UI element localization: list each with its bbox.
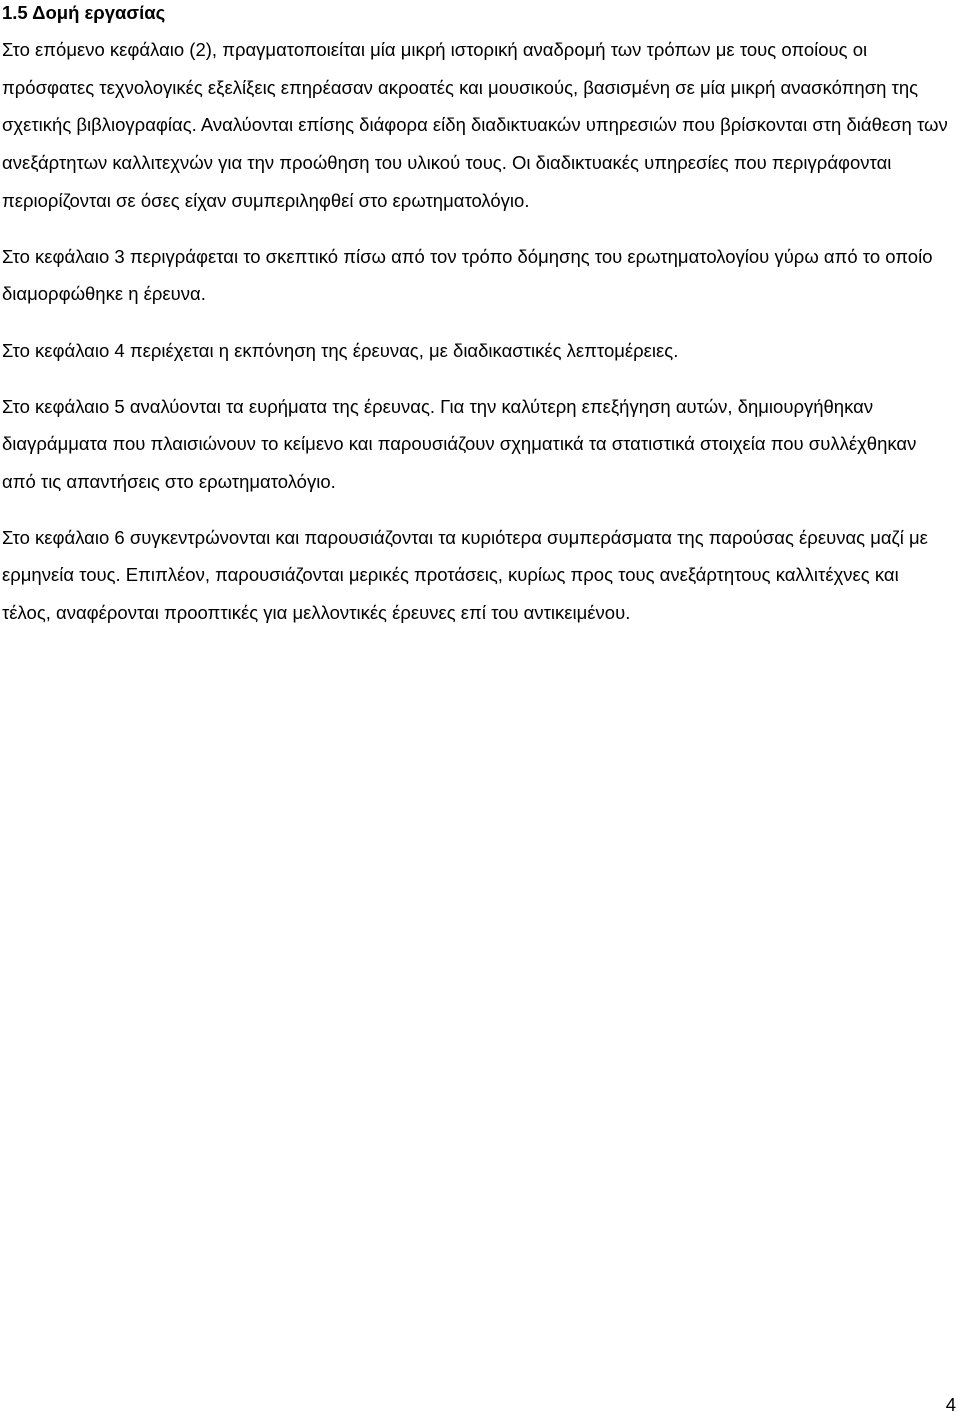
document-page <box>2 0 952 632</box>
paragraph-chapter-5: Στο κεφάλαιο 5 αναλύονται τα ευρήματα της έρευνας. Για την καλύτερη επεξήγηση αυτών, δημιουργήθηκαν διαγράμματα που πλαισιώνουν το κείμενο και παρουσιάζουν σχηματικά τα στατιστικά στοιχεία που συλλέχθηκαν από τις απαντήσεις στο ερωτηματολόγιο. <box>2 395 917 493</box>
paragraph-chapter-6: Στο κεφάλαιο 6 συγκεντρώνονται και παρουσιάζονται τα κυριότερα συμπεράσματα της παρούσας έρευνας μαζί με ερμηνεία τους. Επιπλέον, παρουσιάζονται μερικές προτάσεις, κυρίως προς τους ανεξάρτητους καλλιτέχνες και τέλος, αναφέρονται προοπτικές για μελλοντικές έρευνες επί του αντικειμένου. <box>2 526 928 624</box>
section-heading: 1.5 Δομή εργασίας <box>2 2 166 23</box>
paragraph-chapter-3: Στο κεφάλαιο 3 περιγράφεται το σκεπτικό πίσω από τον τρόπο δόμησης του ερωτηματολογίου γύρω από το οποίο διαμορφώθηκε η έρευνα. <box>2 245 933 305</box>
paragraph-chapter-4: Στο κεφάλαιο 4 περιέχεται η εκπόνηση της έρευνας, με διαδικαστικές λεπτομέρειες. <box>2 339 679 361</box>
page-number: 4 <box>945 1394 956 1415</box>
paragraph-chapter-2: Στο επόμενο κεφάλαιο (2), πραγματοποιείται μία μικρή ιστορική αναδρομή των τρόπων με τους οποίους οι πρόσφατες τεχνολογικές εξελίξεις επηρέασαν ακροατές και μουσικούς, βασισμένη σε μία μικρή ανασκόπηση της σχετικής βιβλιογραφίας. Αναλύονται επίσης διάφορα είδη διαδικτυακών υπηρεσιών που βρίσκονται στη διάθεση των ανεξάρτητων καλλιτεχνών για την προώθηση του υλικού τους. Οι διαδικτυακές υπηρεσίες που περιγράφονται περιορίζονται σε όσες είχαν συμπεριληφθεί στο ερωτηματολόγιο. <box>2 39 948 211</box>
